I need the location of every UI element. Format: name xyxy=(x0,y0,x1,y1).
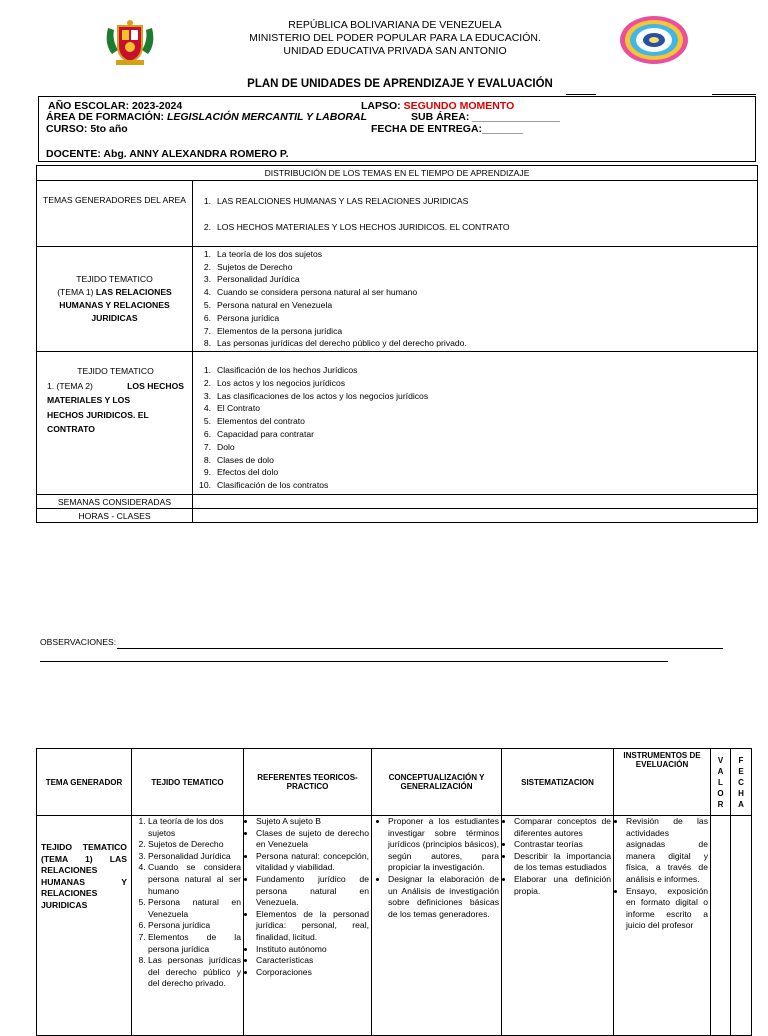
list-item: 2. Sujetos de Derecho xyxy=(203,261,293,272)
list-item: 1. La teoría de los dos sujetos xyxy=(148,816,241,839)
header-school-name: UNIDAD EDUCATIVA PRIVADA SAN ANTONIO xyxy=(283,45,507,57)
header-tejido-tematico: TEJIDO TEMATICO xyxy=(132,749,244,816)
institution-circular-logo xyxy=(618,14,690,66)
area-field xyxy=(46,111,367,123)
list-item: 6. Persona jurídica xyxy=(203,312,280,323)
list-item: • Ensayo, exposición en formato digital o informe escrito a juicio del profesor xyxy=(626,886,708,932)
list-item: 3. Personalidad Jurídica xyxy=(203,274,300,285)
list-item: 7. Elementos de la persona jurídica xyxy=(148,932,241,955)
header-ministry: MINISTERIO DEL PODER POPULAR PARA LA EDUCACIÓN. xyxy=(249,32,541,44)
list-item: 6. Persona jurídica xyxy=(148,920,241,932)
list-item: 8. Clases de dolo xyxy=(203,454,274,465)
list-item: 9. Efectos del dolo xyxy=(203,467,279,478)
delivery-date-field: FECHA DE ENTREGA:_______ xyxy=(371,123,523,135)
list-item: 4. Cuando se considera persona natural al ser humano xyxy=(203,287,418,298)
row1-tejido-list xyxy=(132,816,244,1036)
tejido-tema1-label: TEJIDO TEMATICO (TEMA 1) LAS RELACIONES HUMANAS Y RELACIONES JURIDICAS xyxy=(37,247,193,352)
list-item: • Elementos de la personad jurídica: personal, real, finalidad, licitud. xyxy=(256,909,369,944)
list-item: • Corporaciones xyxy=(256,967,369,979)
area-label: ÁREA DE FORMACIÓN: xyxy=(46,111,165,123)
area-value: LEGISLACIÓN MERCANTIL Y LABORAL xyxy=(166,111,368,123)
title-underline-right xyxy=(712,94,756,95)
header-tema-generador: TEMA GENERADOR xyxy=(37,749,132,816)
list-item: 2. Sujetos de Derecho xyxy=(148,839,241,851)
list-item: • Describir la importancia de los temas estudiados xyxy=(514,851,611,874)
list-item: 8. Las personas jurídicas del derecho público y del derecho privado. xyxy=(203,338,467,349)
tejido-tema1-list xyxy=(193,247,758,352)
lapso-value: SEGUNDO MOMENTO xyxy=(403,100,515,112)
header-referentes: REFERENTES TEORICOS-PRACTICO xyxy=(244,749,372,816)
header-instrumentos: INSTRUMENTOS DE EVELUACIÓN xyxy=(614,749,711,816)
observations-label: OBSERVACIONES: xyxy=(40,637,117,647)
list-item: 3. Personalidad Jurídica xyxy=(148,851,241,863)
plan-title: PLAN DE UNIDADES DE APRENDIZAJE Y EVALUACIÓN xyxy=(247,78,553,90)
row1-instrumentos-list xyxy=(614,816,711,1036)
list-item: 5. Persona natural en Venezuela xyxy=(148,897,241,920)
weeks-value-cell xyxy=(193,495,758,509)
row1-conceptualizacion-list xyxy=(372,816,502,1036)
list-item: • Sujeto A sujeto B xyxy=(256,816,369,828)
list-item: 3. Las clasificaciones de los actos y los negocios jurídicos xyxy=(203,390,429,401)
list-item: • Contrastar teorías xyxy=(514,839,611,851)
header-republic: REPÚBLICA BOLIVARIANA DE VENEZUELA xyxy=(288,19,502,31)
list-item: 7. Elementos de la persona jurídica xyxy=(203,325,343,336)
generator-topic-item: 2. LOS HECHOS MATERIALES Y LOS HECHOS JURIDICOS. EL CONTRATO xyxy=(203,221,510,232)
list-item: 1. La teoría de los dos sujetos xyxy=(203,248,323,259)
list-item: • Fundamento jurídico de persona natural en Venezuela. xyxy=(256,874,369,909)
list-item: 5. Persona natural en Venezuela xyxy=(203,300,333,310)
header-fecha: F E C H A xyxy=(731,749,752,816)
list-item: • Proponer a los estudiantes investigar sobre términos jurídicos (principios básicos), según autores, para propiciar la investigación. xyxy=(388,816,499,874)
list-item: 4. Cuando se considera persona natural al ser humano xyxy=(148,862,241,897)
list-item: 6. Capacidad para contratar xyxy=(203,428,314,439)
header-conceptualizacion: CONCEPTUALIZACIÓN Y GENERALIZACIÓN xyxy=(372,749,502,816)
list-item: • Comparar conceptos de diferentes autores xyxy=(514,816,611,839)
list-item: • Revisión de las actividades asignadas de manera digital y física, a través de análisis e informes. xyxy=(626,816,708,886)
tejido-tema2-label: TEJIDO TEMATICO 1. (TEMA 2) LOS HECHOS MATERIALES Y LOS HECHOS JURIDICOS. EL CONTRATO xyxy=(37,352,193,495)
list-item: • Elaborar una definición propia. xyxy=(514,874,611,897)
row1-valor-cell xyxy=(711,816,731,1036)
row1-referentes-list xyxy=(244,816,372,1036)
header-sistematizacion: SISTEMATIZACION xyxy=(502,749,614,816)
row1-tema-generador: TEJIDO TEMATICO (TEMA 1) LAS RELACIONES HUMANAS Y RELACIONES JURIDICAS xyxy=(37,816,132,1036)
course-field: CURSO: 5to año xyxy=(46,123,128,135)
teacher-field: DOCENTE: Abg. ANNY ALEXANDRA ROMERO P. xyxy=(46,148,289,160)
school-year: AÑO ESCOLAR: 2023-2024 xyxy=(48,100,183,112)
generator-topics-cell xyxy=(193,181,758,247)
class-hours-value-cell xyxy=(193,509,758,523)
list-item: 8. Las personas jurídicas del derecho público y del derecho privado. xyxy=(148,955,241,990)
title-underline-left xyxy=(566,94,596,95)
school-crest-logo xyxy=(104,20,156,68)
list-item: • Características xyxy=(256,955,369,967)
list-item: • Designar la elaboración de un Análisis de investigación sobre definiciones básicas de los temas generadores. xyxy=(388,874,499,920)
distribution-title: DISTRIBUCIÓN DE LOS TEMAS EN EL TIEMPO DE APRENDIZAJE xyxy=(37,166,758,181)
generator-topic-item: 1. LAS REALCIONES HUMANAS Y LAS RELACIONES JURIDICAS xyxy=(203,196,469,206)
list-item: 2. Los actos y los negocios jurídicos xyxy=(203,377,346,388)
row1-fecha-cell xyxy=(731,816,752,1036)
row1-sistematizacion-list xyxy=(502,816,614,1036)
list-item: 10. Clasificación de los contratos xyxy=(199,480,329,491)
lapso-label: LAPSO: xyxy=(361,100,401,112)
plan-info-box xyxy=(38,96,756,162)
list-item: • Instituto autónomo xyxy=(256,944,369,956)
list-item: 5. Elementos del contrato xyxy=(203,416,305,427)
header-valor: V A L O R xyxy=(711,749,731,816)
weeks-label: SEMANAS CONSIDERADAS xyxy=(37,495,193,509)
list-item: 1. Clasificación de los hechos Jurídicos xyxy=(203,365,358,375)
list-item: 4. El Contrato xyxy=(203,403,260,414)
generator-topics-label: TEMAS GENERADORES DEL AREA xyxy=(37,181,193,247)
class-hours-label: HORAS - CLASES xyxy=(37,509,193,523)
observations-line xyxy=(117,648,723,649)
list-item: • Persona natural: concepción, vitalidad y viabilidad. xyxy=(256,851,369,874)
tejido-tema2-list xyxy=(193,352,758,495)
topics-distribution-table xyxy=(36,165,758,523)
list-item: • Clases de sujeto de derecho en Venezuela xyxy=(256,828,369,851)
subarea-field: SUB ÁREA: _______________ xyxy=(411,111,560,123)
observations-line xyxy=(40,661,668,662)
list-item: 7. Dolo xyxy=(203,441,235,452)
learning-plan-table xyxy=(36,748,752,1036)
